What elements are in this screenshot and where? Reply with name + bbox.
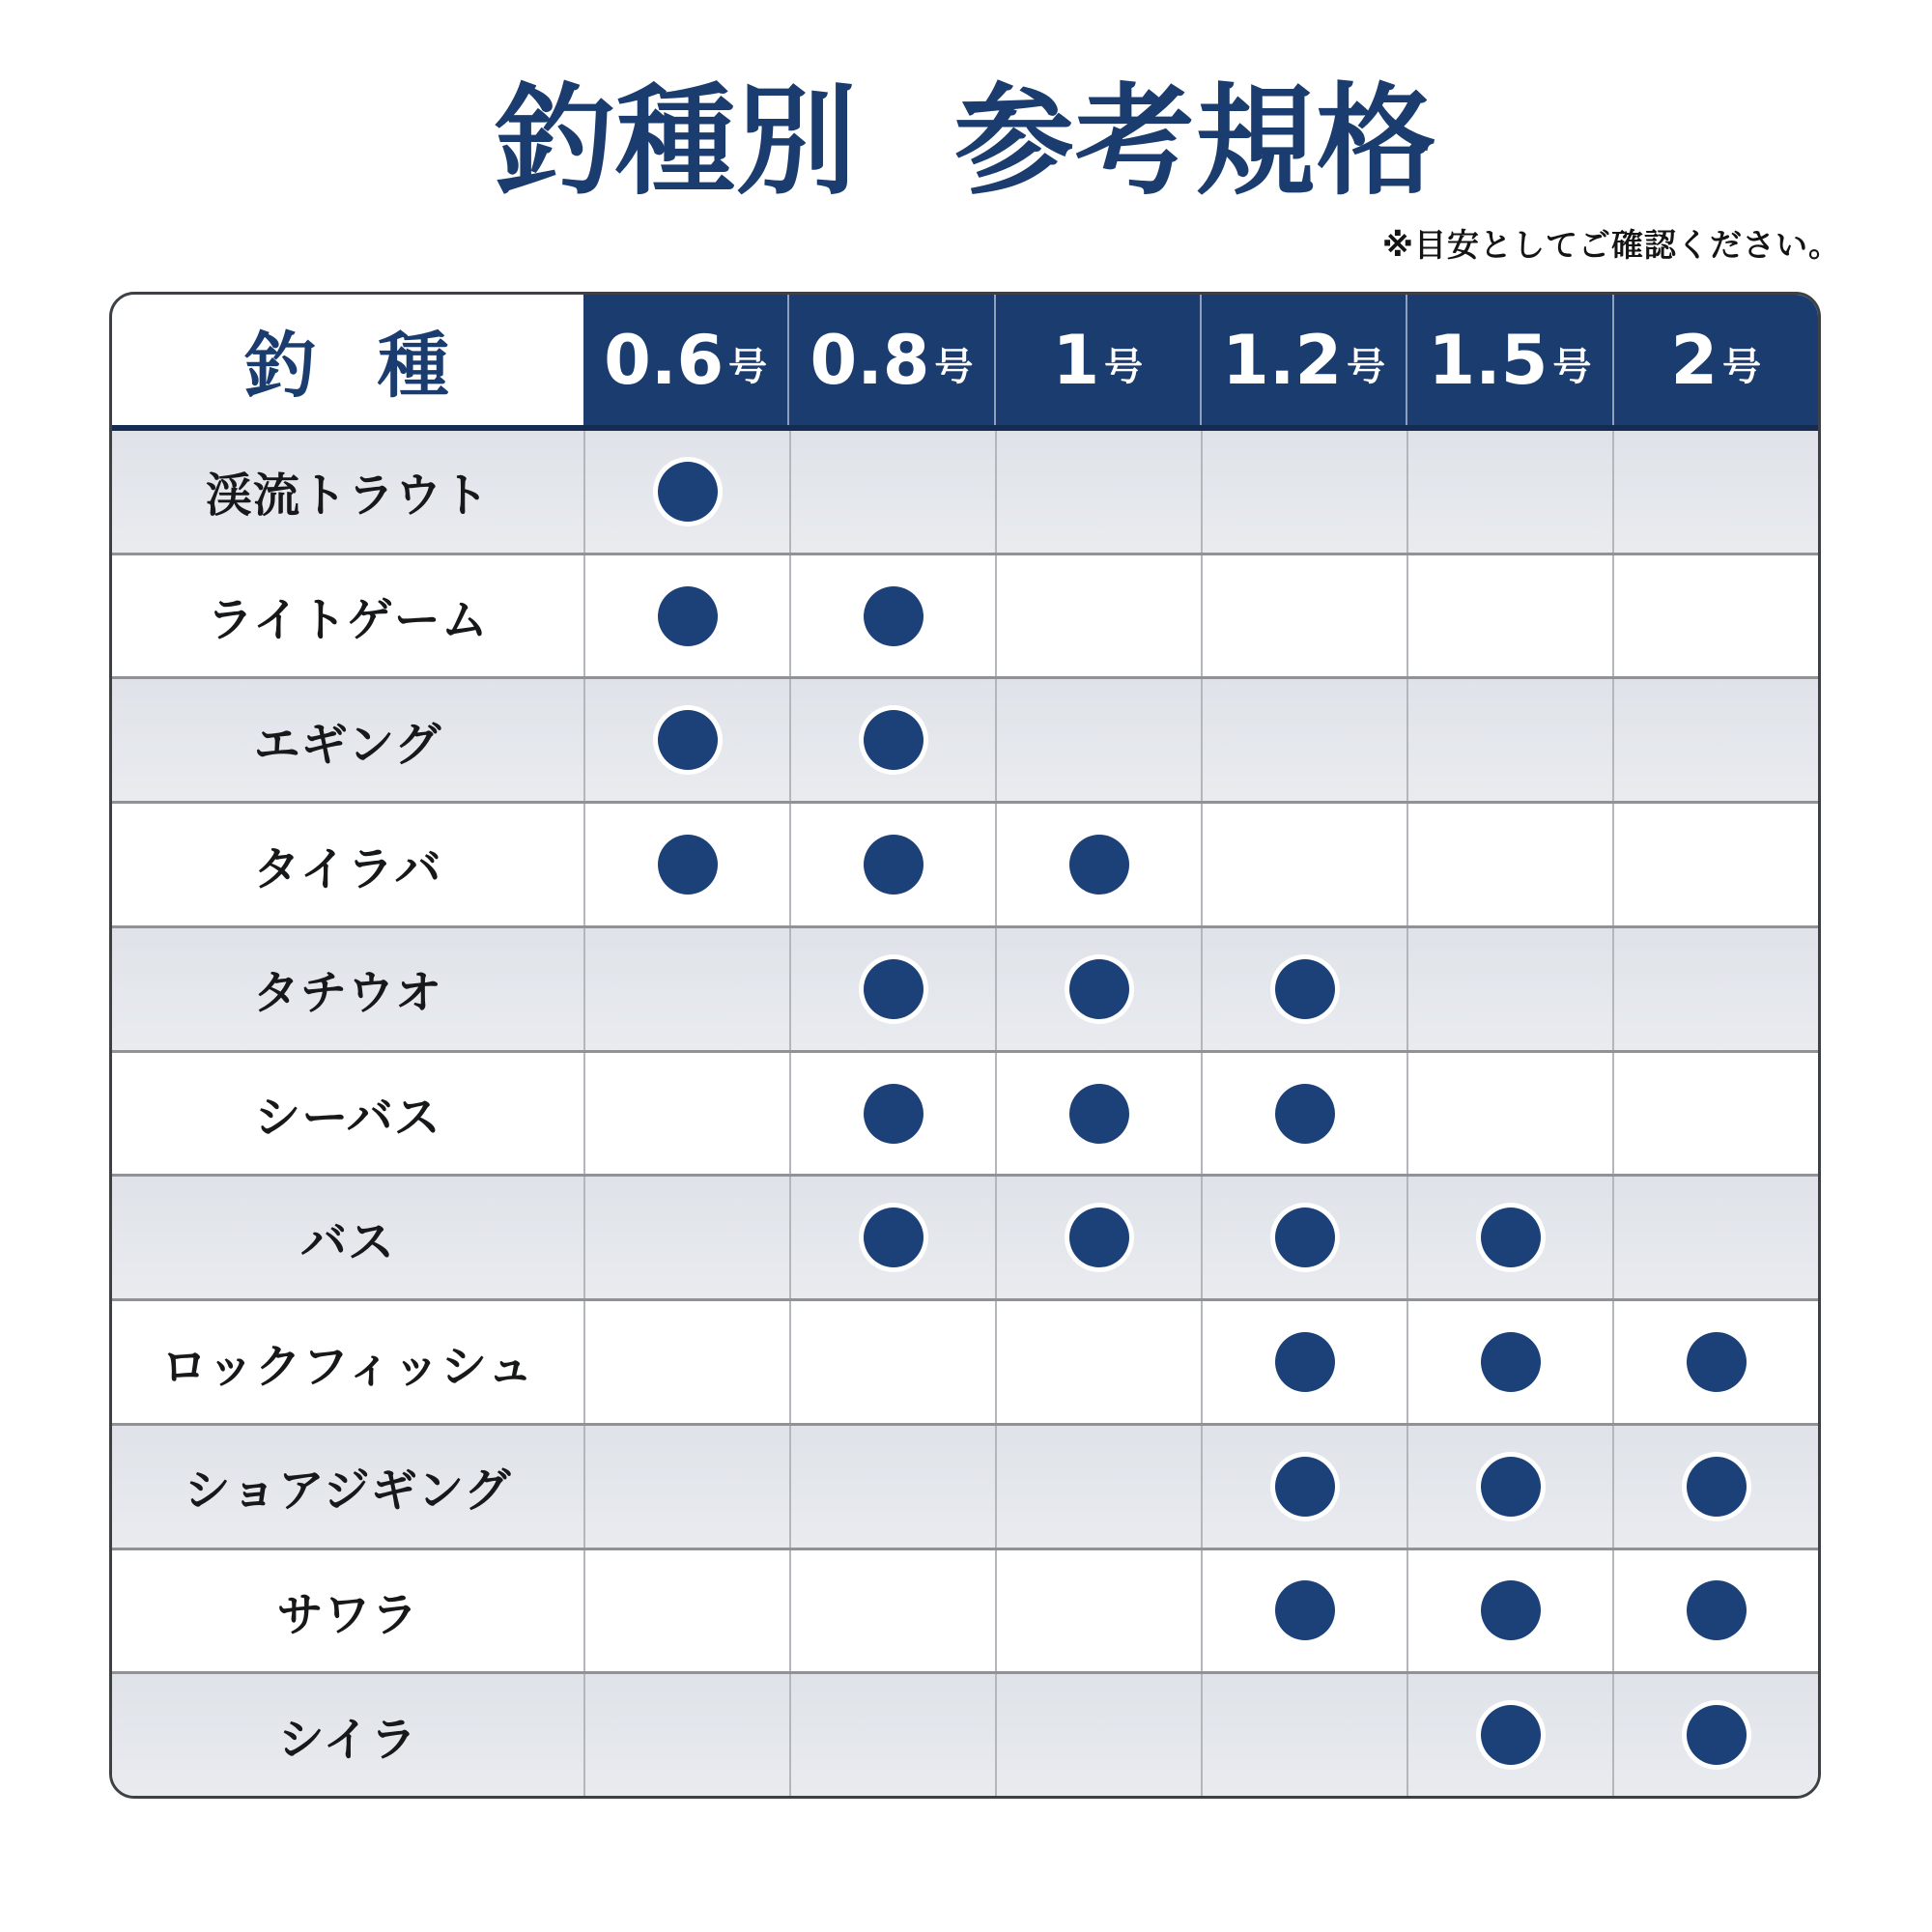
applicable-dot-icon (1069, 1208, 1129, 1267)
applicable-dot-icon (658, 462, 718, 522)
spec-cell-r10-c1 (583, 1550, 789, 1672)
spec-cell-r4-c6 (1612, 804, 1818, 925)
applicable-dot-icon (658, 835, 718, 895)
spec-cell-r3-c5 (1406, 679, 1612, 801)
spec-cell-r8-c5 (1406, 1301, 1612, 1423)
applicable-dot-icon (864, 1084, 923, 1144)
spec-cell-r4-c4 (1201, 804, 1406, 925)
row-label-6: シーバス (254, 1091, 441, 1146)
applicable-dot-icon (1069, 1084, 1129, 1144)
row-label-2: ライトゲーム (207, 593, 489, 648)
table-row-2 (112, 553, 1818, 677)
page-title: 釣種別 参考規格 (495, 72, 1437, 212)
applicable-dot-icon (864, 586, 923, 646)
applicable-dot-icon (1275, 1208, 1335, 1267)
table-header-row (112, 295, 1818, 431)
column-header-number: 1.5 (1428, 320, 1548, 400)
column-header-unit: 号 (1104, 344, 1144, 389)
spec-cell-r10-c4 (1201, 1550, 1406, 1672)
spec-cell-r4-c3 (995, 804, 1201, 925)
spec-cell-r9-c3 (995, 1426, 1201, 1548)
column-header-5 (1406, 295, 1611, 425)
spec-cell-r3-c6 (1612, 679, 1818, 801)
column-header-1 (583, 295, 787, 425)
row-label-3: エギング (253, 717, 442, 772)
applicable-dot-icon (1687, 1457, 1747, 1517)
row-label-11: シイラ (277, 1712, 418, 1767)
applicable-dot-icon (1069, 959, 1129, 1019)
column-header-3 (994, 295, 1200, 425)
column-header-number: 1.2 (1222, 320, 1343, 400)
applicable-dot-icon (1687, 1705, 1747, 1765)
spec-cell-r8-c1 (583, 1301, 789, 1423)
spec-cell-r2-c4 (1201, 555, 1406, 677)
spec-cell-r2-c1 (583, 555, 789, 677)
applicable-dot-icon (1687, 1580, 1747, 1640)
spec-cell-r8-c4 (1201, 1301, 1406, 1423)
spec-cell-r3-c1 (583, 679, 789, 801)
column-header-4 (1200, 295, 1406, 425)
applicable-dot-icon (658, 586, 718, 646)
applicable-dot-icon (864, 710, 923, 770)
spec-cell-r8-c6 (1612, 1301, 1818, 1423)
spec-cell-r9-c4 (1201, 1426, 1406, 1548)
applicable-dot-icon (1275, 1580, 1335, 1640)
spec-cell-r11-c1 (583, 1674, 789, 1796)
spec-cell-r7-c2 (789, 1177, 995, 1298)
spec-cell-r1-c5 (1406, 431, 1612, 553)
row-label-5: タチウオ (252, 966, 442, 1021)
corner-header-cell: 釣 種 (112, 295, 583, 425)
spec-cell-r9-c6 (1612, 1426, 1818, 1548)
spec-cell-r11-c4 (1201, 1674, 1406, 1796)
spec-cell-r6-c4 (1201, 1053, 1406, 1175)
spec-cell-r2-c6 (1612, 555, 1818, 677)
applicable-dot-icon (1481, 1208, 1541, 1267)
spec-cell-r7-c6 (1612, 1177, 1818, 1298)
spec-cell-r11-c2 (789, 1674, 995, 1796)
applicable-dot-icon (1275, 959, 1335, 1019)
table-row-11 (112, 1671, 1818, 1796)
spec-cell-r10-c3 (995, 1550, 1201, 1672)
column-header-2 (787, 295, 993, 425)
spec-cell-r11-c6 (1612, 1674, 1818, 1796)
spec-cell-r4-c5 (1406, 804, 1612, 925)
spec-cell-r5-c3 (995, 928, 1201, 1050)
table-row-6 (112, 1050, 1818, 1175)
spec-cell-r9-c5 (1406, 1426, 1612, 1548)
applicable-dot-icon (1481, 1705, 1541, 1765)
applicable-dot-icon (1481, 1457, 1541, 1517)
table-row-7 (112, 1174, 1818, 1298)
applicable-dot-icon (1481, 1580, 1541, 1640)
applicable-dot-icon (864, 835, 923, 895)
row-label-1: 渓流トラウト (205, 469, 490, 524)
spec-cell-r10-c5 (1406, 1550, 1612, 1672)
applicable-dot-icon (658, 710, 718, 770)
applicable-dot-icon (1275, 1084, 1335, 1144)
spec-cell-r7-c5 (1406, 1177, 1612, 1298)
spec-cell-r2-c2 (789, 555, 995, 677)
spec-cell-r6-c3 (995, 1053, 1201, 1175)
spec-cell-r2-c3 (995, 555, 1201, 677)
column-header-number: 2 (1670, 320, 1719, 400)
spec-cell-r5-c1 (583, 928, 789, 1050)
row-label-7: バス (299, 1214, 395, 1269)
row-label-10: サワラ (276, 1587, 419, 1642)
table-row-1 (112, 431, 1818, 553)
spec-cell-r6-c5 (1406, 1053, 1612, 1175)
spec-cell-r8-c3 (995, 1301, 1201, 1423)
spec-cell-r5-c5 (1406, 928, 1612, 1050)
spec-cell-r7-c1 (583, 1177, 789, 1298)
spec-cell-r11-c3 (995, 1674, 1201, 1796)
spec-cell-r11-c5 (1406, 1674, 1612, 1796)
table-body (112, 431, 1818, 1796)
spec-cell-r3-c3 (995, 679, 1201, 801)
applicable-dot-icon (1687, 1332, 1747, 1392)
spec-cell-r4-c2 (789, 804, 995, 925)
column-header-unit: 号 (1722, 344, 1762, 389)
spec-cell-r9-c1 (583, 1426, 789, 1548)
spec-cell-r1-c4 (1201, 431, 1406, 553)
spec-cell-r6-c1 (583, 1053, 789, 1175)
spec-cell-r3-c4 (1201, 679, 1406, 801)
table-row-4 (112, 801, 1818, 925)
spec-cell-r4-c1 (583, 804, 789, 925)
spec-cell-r3-c2 (789, 679, 995, 801)
disclaimer-note: ※目安としてご確認ください。 (1381, 226, 1841, 264)
applicable-dot-icon (864, 1208, 923, 1267)
column-header-6 (1612, 295, 1818, 425)
applicable-dot-icon (1275, 1332, 1335, 1392)
spec-cell-r1-c6 (1612, 431, 1818, 553)
spec-cell-r5-c6 (1612, 928, 1818, 1050)
spec-cell-r10-c2 (789, 1550, 995, 1672)
column-header-number: 0.8 (810, 320, 930, 400)
table-row-10 (112, 1548, 1818, 1672)
applicable-dot-icon (1069, 835, 1129, 895)
table-row-8 (112, 1298, 1818, 1423)
spec-cell-r6-c2 (789, 1053, 995, 1175)
column-header-unit: 号 (1347, 344, 1386, 389)
spec-table (109, 292, 1821, 1799)
applicable-dot-icon (864, 959, 923, 1019)
spec-cell-r7-c4 (1201, 1177, 1406, 1298)
column-header-unit: 号 (934, 344, 974, 389)
spec-cell-r8-c2 (789, 1301, 995, 1423)
row-label-4: タイラバ (253, 841, 442, 896)
spec-cell-r7-c3 (995, 1177, 1201, 1298)
applicable-dot-icon (1275, 1457, 1335, 1517)
column-header-unit: 号 (728, 344, 768, 389)
column-header-number: 1 (1052, 320, 1100, 400)
column-header-unit: 号 (1552, 344, 1592, 389)
row-label-8: ロックフィッシュ (160, 1339, 535, 1394)
spec-cell-r1-c1 (583, 431, 789, 553)
spec-cell-r9-c2 (789, 1426, 995, 1548)
column-header-number: 0.6 (604, 320, 724, 400)
spec-cell-r2-c5 (1406, 555, 1612, 677)
spec-cell-r10-c6 (1612, 1550, 1818, 1672)
spec-cell-r1-c3 (995, 431, 1201, 553)
spec-cell-r5-c4 (1201, 928, 1406, 1050)
spec-cell-r5-c2 (789, 928, 995, 1050)
table-row-3 (112, 676, 1818, 801)
table-row-9 (112, 1423, 1818, 1548)
row-label-9: ショアジギング (184, 1463, 512, 1519)
spec-cell-r1-c2 (789, 431, 995, 553)
applicable-dot-icon (1481, 1332, 1541, 1392)
table-row-5 (112, 925, 1818, 1050)
spec-cell-r6-c6 (1612, 1053, 1818, 1175)
